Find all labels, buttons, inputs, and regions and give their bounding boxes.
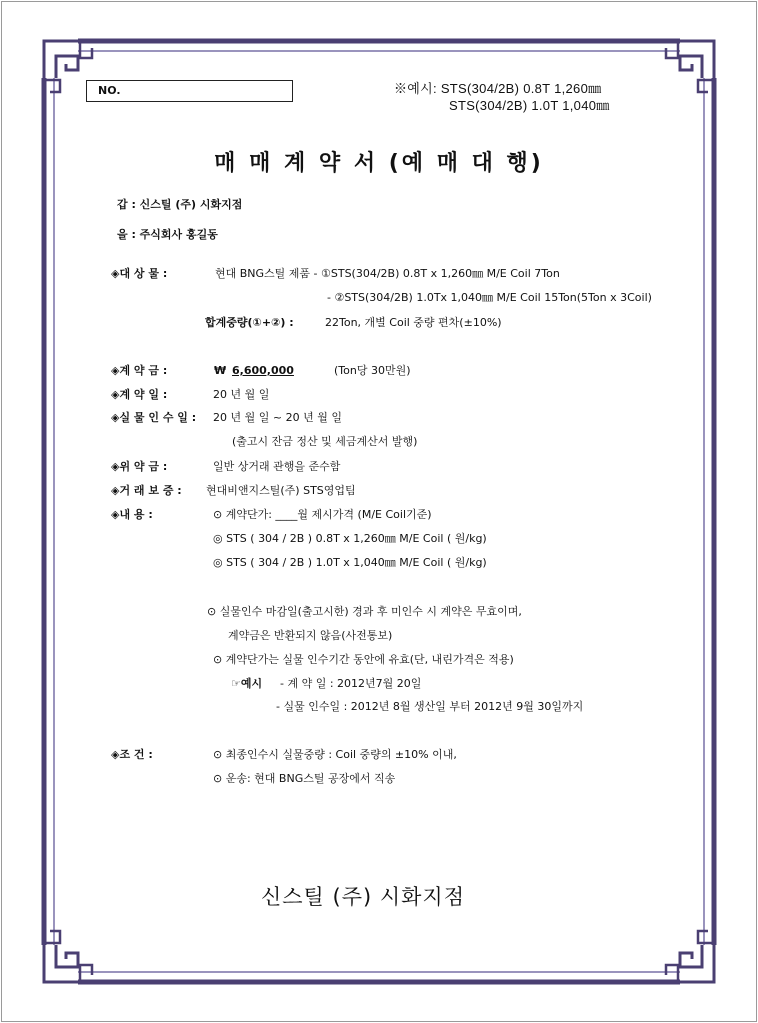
delivery-date-label: ◈실 물 인 수 일 : <box>111 411 197 424</box>
delivery-date-value: 20 년 월 일 ~ 20 년 월 일 <box>213 411 342 424</box>
contract-date-value: 20 년 월 일 <box>213 388 270 401</box>
penalty-label: ◈위 약 금 : <box>111 460 168 473</box>
signature: 신스틸 (주) 시화지점 <box>260 885 466 909</box>
example-line-1: ※예시: STS(304/2B) 0.8T 1,260㎜ <box>394 81 602 96</box>
unit-price: ⊙ 계약단가: ____월 제시가격 (M/E Coil기준) <box>213 508 432 521</box>
contract-date-label: ◈계 약 일 : <box>111 388 168 401</box>
example-label: ☞예시 <box>231 677 263 690</box>
penalty-value: 일반 상거래 관행을 준수함 <box>213 460 341 473</box>
guarantor-label: ◈거 래 보 증 : <box>111 484 182 497</box>
party-gap: 갑 : 신스틸 (주) 시화지점 <box>117 198 243 211</box>
note-1a: ⊙ 실물인수 마감일(출고시한) 경과 후 미인수 시 계약은 무효이며, <box>207 605 522 618</box>
note-1b: 계약금은 반환되지 않음(사전통보) <box>228 629 393 642</box>
deposit-label: ◈계 약 금 : <box>111 364 168 377</box>
example-line-contract: - 계 약 일 : 2012년7월 20일 <box>280 677 422 690</box>
conditions-label: ◈조 건 : <box>111 748 153 761</box>
example-line-delivery: - 실물 인수일 : 2012년 8월 생산일 부터 2012년 9월 30일까지 <box>276 700 584 713</box>
party-eul: 을 : 주식회사 홍길동 <box>117 228 218 241</box>
object-label: ◈대 상 물 : <box>111 267 168 280</box>
example-line-2: STS(304/2B) 1.0T 1,040㎜ <box>449 98 610 113</box>
contents-label: ◈내 용 : <box>111 508 153 521</box>
note-2: ⊙ 계약단가는 실물 인수기간 동안에 유효(단, 내린가격은 적용) <box>213 653 514 666</box>
number-field-box[interactable] <box>86 80 293 102</box>
document-title: 매 매 계 약 서 (예 매 대 행) <box>214 151 544 176</box>
delivery-date-note: (출고시 잔금 정산 및 세금계산서 발행) <box>232 435 418 448</box>
total-weight-label: 합계중량(①+②) : <box>205 316 294 329</box>
condition-2: ⊙ 운송: 현대 BNG스틸 공장에서 직송 <box>213 772 396 785</box>
guarantor-value: 현대비앤지스틸(주) STS영업팀 <box>206 484 356 497</box>
object-line-1: 현대 BNG스틸 제품 - ①STS(304/2B) 0.8T x 1,260㎜ M/E Coil 7Ton <box>215 267 560 280</box>
total-weight-value: 22Ton, 개별 Coil 중량 편차(±10%) <box>325 316 502 329</box>
deposit-note: (Ton당 30만원) <box>334 364 411 377</box>
object-line-2: - ②STS(304/2B) 1.0Tx 1,040㎜ M/E Coil 15Ton(5Ton x 3Coil) <box>327 291 652 304</box>
deposit-currency: ₩ <box>214 364 227 377</box>
condition-1: ⊙ 최종인수시 실물중량 : Coil 중량의 ±10% 이내, <box>213 748 457 761</box>
item-line-1: ◎ STS ( 304 / 2B ) 0.8T x 1,260㎜ M/E Coil ( 원/kg) <box>213 532 487 545</box>
number-label: NO. <box>98 84 121 97</box>
deposit-amount: 6,600,000 <box>232 364 294 377</box>
item-line-2: ◎ STS ( 304 / 2B ) 1.0T x 1,040㎜ M/E Coil ( 원/kg) <box>213 556 487 569</box>
